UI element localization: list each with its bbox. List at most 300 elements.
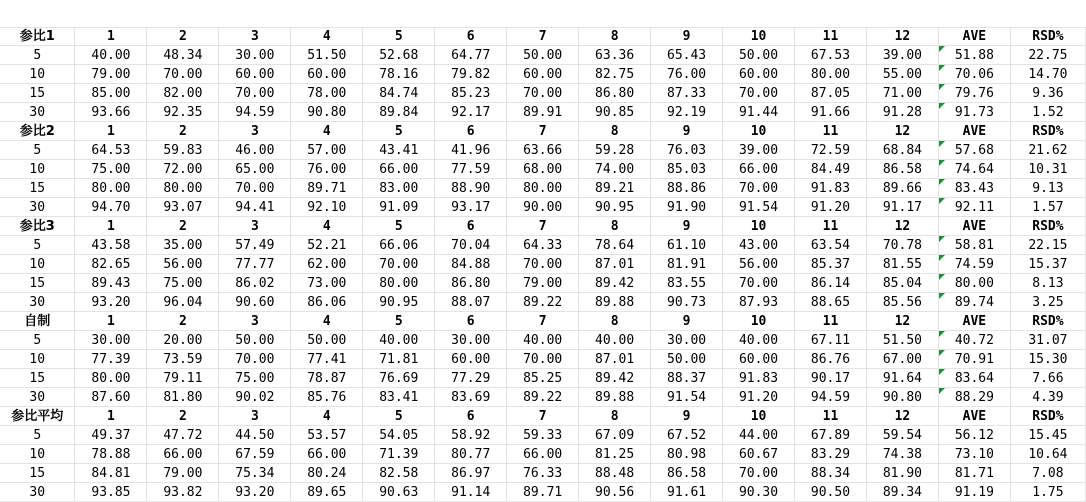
value-cell[interactable]: 89.66 — [866, 179, 938, 198]
value-cell[interactable]: 91.54 — [651, 388, 723, 407]
ave-cell[interactable]: 81.71 — [938, 464, 1010, 483]
value-cell[interactable]: 82.58 — [363, 464, 435, 483]
value-cell[interactable]: 59.28 — [579, 141, 651, 160]
column-header-cell[interactable]: 11 — [795, 217, 867, 236]
ave-cell[interactable]: 74.64 — [938, 160, 1010, 179]
value-cell[interactable]: 91.20 — [795, 198, 867, 217]
column-header-cell[interactable]: 1 — [75, 27, 147, 46]
value-cell[interactable]: 40.00 — [363, 331, 435, 350]
column-header-cell[interactable]: 4 — [291, 312, 363, 331]
ave-cell[interactable]: 79.76 — [938, 84, 1010, 103]
column-header-cell[interactable]: 3 — [219, 217, 291, 236]
value-cell[interactable]: 88.37 — [651, 369, 723, 388]
column-header-cell[interactable]: 2 — [147, 407, 219, 426]
value-cell[interactable]: 57.49 — [219, 236, 291, 255]
value-cell[interactable]: 39.00 — [723, 141, 795, 160]
value-cell[interactable]: 90.95 — [579, 198, 651, 217]
ave-cell[interactable]: 58.81 — [938, 236, 1010, 255]
value-cell[interactable]: 91.90 — [651, 198, 723, 217]
column-header-cell[interactable]: 6 — [435, 122, 507, 141]
value-cell[interactable]: 85.56 — [866, 293, 938, 312]
value-cell[interactable]: 83.00 — [363, 179, 435, 198]
rsd-cell[interactable]: 1.57 — [1010, 198, 1085, 217]
column-header-cell[interactable]: AVE — [938, 407, 1010, 426]
value-cell[interactable]: 81.91 — [651, 255, 723, 274]
value-cell[interactable]: 91.61 — [651, 483, 723, 502]
value-cell[interactable]: 78.87 — [291, 369, 363, 388]
value-cell[interactable]: 77.29 — [435, 369, 507, 388]
time-point-cell[interactable]: 30 — [0, 198, 75, 217]
value-cell[interactable]: 89.71 — [291, 179, 363, 198]
value-cell[interactable]: 87.01 — [579, 255, 651, 274]
value-cell[interactable]: 65.43 — [651, 46, 723, 65]
column-header-cell[interactable]: 12 — [866, 407, 938, 426]
value-cell[interactable]: 89.42 — [579, 369, 651, 388]
column-header-cell[interactable]: 3 — [219, 407, 291, 426]
value-cell[interactable]: 50.00 — [219, 331, 291, 350]
value-cell[interactable]: 60.00 — [435, 350, 507, 369]
value-cell[interactable]: 89.43 — [75, 274, 147, 293]
value-cell[interactable]: 67.53 — [795, 46, 867, 65]
value-cell[interactable]: 78.00 — [291, 84, 363, 103]
column-header-cell[interactable]: 11 — [795, 312, 867, 331]
rsd-cell[interactable]: 7.08 — [1010, 464, 1085, 483]
value-cell[interactable]: 89.42 — [579, 274, 651, 293]
column-header-cell[interactable]: 4 — [291, 407, 363, 426]
ave-cell[interactable]: 89.74 — [938, 293, 1010, 312]
value-cell[interactable]: 86.06 — [291, 293, 363, 312]
value-cell[interactable]: 30.00 — [219, 46, 291, 65]
column-header-cell[interactable]: 5 — [363, 217, 435, 236]
column-header-cell[interactable]: 1 — [75, 407, 147, 426]
time-point-cell[interactable]: 5 — [0, 331, 75, 350]
value-cell[interactable]: 55.00 — [866, 65, 938, 84]
value-cell[interactable]: 88.86 — [651, 179, 723, 198]
value-cell[interactable]: 90.02 — [219, 388, 291, 407]
column-header-cell[interactable]: 10 — [723, 407, 795, 426]
value-cell[interactable]: 81.80 — [147, 388, 219, 407]
value-cell[interactable]: 58.92 — [435, 426, 507, 445]
time-point-cell[interactable]: 15 — [0, 179, 75, 198]
column-header-cell[interactable]: AVE — [938, 122, 1010, 141]
value-cell[interactable]: 86.58 — [866, 160, 938, 179]
value-cell[interactable]: 89.34 — [866, 483, 938, 502]
value-cell[interactable]: 79.00 — [75, 65, 147, 84]
value-cell[interactable]: 90.17 — [795, 369, 867, 388]
column-header-cell[interactable]: 10 — [723, 312, 795, 331]
column-header-cell[interactable]: 6 — [435, 312, 507, 331]
value-cell[interactable]: 70.00 — [723, 84, 795, 103]
value-cell[interactable]: 87.05 — [795, 84, 867, 103]
value-cell[interactable]: 85.03 — [651, 160, 723, 179]
value-cell[interactable]: 90.95 — [363, 293, 435, 312]
rsd-cell[interactable]: 14.70 — [1010, 65, 1085, 84]
column-header-cell[interactable]: 9 — [651, 217, 723, 236]
column-header-cell[interactable]: 9 — [651, 27, 723, 46]
value-cell[interactable]: 91.66 — [795, 103, 867, 122]
column-header-cell[interactable]: AVE — [938, 217, 1010, 236]
value-cell[interactable]: 87.93 — [723, 293, 795, 312]
value-cell[interactable]: 82.65 — [75, 255, 147, 274]
column-header-cell[interactable]: 11 — [795, 407, 867, 426]
column-header-cell[interactable]: 8 — [579, 407, 651, 426]
value-cell[interactable]: 70.00 — [723, 179, 795, 198]
value-cell[interactable]: 67.00 — [866, 350, 938, 369]
ave-cell[interactable]: 57.68 — [938, 141, 1010, 160]
value-cell[interactable]: 70.04 — [435, 236, 507, 255]
value-cell[interactable]: 76.03 — [651, 141, 723, 160]
value-cell[interactable]: 77.41 — [291, 350, 363, 369]
ave-cell[interactable]: 83.43 — [938, 179, 1010, 198]
column-header-cell[interactable]: AVE — [938, 27, 1010, 46]
column-header-cell[interactable]: RSD% — [1010, 122, 1085, 141]
value-cell[interactable]: 77.59 — [435, 160, 507, 179]
time-point-cell[interactable]: 15 — [0, 84, 75, 103]
value-cell[interactable]: 96.04 — [147, 293, 219, 312]
value-cell[interactable]: 52.68 — [363, 46, 435, 65]
value-cell[interactable]: 83.55 — [651, 274, 723, 293]
group-label-cell[interactable]: 参比平均 — [0, 407, 75, 426]
value-cell[interactable]: 75.34 — [219, 464, 291, 483]
value-cell[interactable]: 64.77 — [435, 46, 507, 65]
rsd-cell[interactable]: 9.13 — [1010, 179, 1085, 198]
ave-cell[interactable]: 88.29 — [938, 388, 1010, 407]
ave-cell[interactable]: 74.59 — [938, 255, 1010, 274]
value-cell[interactable]: 59.33 — [507, 426, 579, 445]
rsd-cell[interactable]: 4.39 — [1010, 388, 1085, 407]
value-cell[interactable]: 93.85 — [75, 483, 147, 502]
time-point-cell[interactable]: 5 — [0, 46, 75, 65]
value-cell[interactable]: 44.50 — [219, 426, 291, 445]
value-cell[interactable]: 77.77 — [219, 255, 291, 274]
ave-cell[interactable]: 83.64 — [938, 369, 1010, 388]
column-header-cell[interactable]: 3 — [219, 312, 291, 331]
column-header-cell[interactable]: 5 — [363, 27, 435, 46]
time-point-cell[interactable]: 5 — [0, 141, 75, 160]
value-cell[interactable]: 70.00 — [723, 274, 795, 293]
column-header-cell[interactable]: 6 — [435, 217, 507, 236]
column-header-cell[interactable]: 11 — [795, 122, 867, 141]
value-cell[interactable]: 50.00 — [507, 46, 579, 65]
value-cell[interactable]: 67.11 — [795, 331, 867, 350]
value-cell[interactable]: 82.00 — [147, 84, 219, 103]
value-cell[interactable]: 91.64 — [866, 369, 938, 388]
value-cell[interactable]: 76.00 — [291, 160, 363, 179]
column-header-cell[interactable]: 5 — [363, 407, 435, 426]
value-cell[interactable]: 67.09 — [579, 426, 651, 445]
time-point-cell[interactable]: 10 — [0, 445, 75, 464]
value-cell[interactable]: 89.91 — [507, 103, 579, 122]
value-cell[interactable]: 91.83 — [723, 369, 795, 388]
value-cell[interactable]: 57.00 — [291, 141, 363, 160]
value-cell[interactable]: 93.20 — [219, 483, 291, 502]
ave-cell[interactable]: 40.72 — [938, 331, 1010, 350]
value-cell[interactable]: 48.34 — [147, 46, 219, 65]
value-cell[interactable]: 89.65 — [291, 483, 363, 502]
value-cell[interactable]: 74.38 — [866, 445, 938, 464]
value-cell[interactable]: 90.73 — [651, 293, 723, 312]
time-point-cell[interactable]: 15 — [0, 369, 75, 388]
column-header-cell[interactable]: 7 — [507, 407, 579, 426]
value-cell[interactable]: 88.48 — [579, 464, 651, 483]
value-cell[interactable]: 84.81 — [75, 464, 147, 483]
value-cell[interactable]: 91.54 — [723, 198, 795, 217]
value-cell[interactable]: 80.24 — [291, 464, 363, 483]
value-cell[interactable]: 91.44 — [723, 103, 795, 122]
value-cell[interactable]: 66.00 — [507, 445, 579, 464]
value-cell[interactable]: 35.00 — [147, 236, 219, 255]
time-point-cell[interactable]: 30 — [0, 388, 75, 407]
time-point-cell[interactable]: 30 — [0, 293, 75, 312]
value-cell[interactable]: 85.25 — [507, 369, 579, 388]
value-cell[interactable]: 70.00 — [219, 179, 291, 198]
value-cell[interactable]: 71.81 — [363, 350, 435, 369]
column-header-cell[interactable]: 2 — [147, 27, 219, 46]
value-cell[interactable]: 39.00 — [866, 46, 938, 65]
value-cell[interactable]: 85.37 — [795, 255, 867, 274]
column-header-cell[interactable]: 7 — [507, 312, 579, 331]
group-label-cell[interactable]: 自制 — [0, 312, 75, 331]
column-header-cell[interactable]: 2 — [147, 122, 219, 141]
value-cell[interactable]: 72.00 — [147, 160, 219, 179]
column-header-cell[interactable]: 1 — [75, 312, 147, 331]
ave-cell[interactable]: 51.88 — [938, 46, 1010, 65]
column-header-cell[interactable]: 10 — [723, 217, 795, 236]
value-cell[interactable]: 75.00 — [75, 160, 147, 179]
value-cell[interactable]: 71.00 — [866, 84, 938, 103]
value-cell[interactable]: 60.00 — [219, 65, 291, 84]
value-cell[interactable]: 67.59 — [219, 445, 291, 464]
time-point-cell[interactable]: 10 — [0, 160, 75, 179]
column-header-cell[interactable]: 4 — [291, 27, 363, 46]
rsd-cell[interactable]: 31.07 — [1010, 331, 1085, 350]
time-point-cell[interactable]: 10 — [0, 350, 75, 369]
column-header-cell[interactable]: RSD% — [1010, 217, 1085, 236]
value-cell[interactable]: 67.89 — [795, 426, 867, 445]
value-cell[interactable]: 54.05 — [363, 426, 435, 445]
value-cell[interactable]: 85.00 — [75, 84, 147, 103]
value-cell[interactable]: 77.39 — [75, 350, 147, 369]
time-point-cell[interactable]: 30 — [0, 103, 75, 122]
value-cell[interactable]: 89.88 — [579, 293, 651, 312]
column-header-cell[interactable]: 8 — [579, 312, 651, 331]
value-cell[interactable]: 92.35 — [147, 103, 219, 122]
value-cell[interactable]: 93.66 — [75, 103, 147, 122]
value-cell[interactable]: 70.00 — [507, 350, 579, 369]
time-point-cell[interactable]: 5 — [0, 426, 75, 445]
value-cell[interactable]: 91.14 — [435, 483, 507, 502]
column-header-cell[interactable]: 10 — [723, 122, 795, 141]
ave-cell[interactable]: 92.11 — [938, 198, 1010, 217]
value-cell[interactable]: 60.00 — [291, 65, 363, 84]
value-cell[interactable]: 70.00 — [507, 255, 579, 274]
rsd-cell[interactable]: 15.45 — [1010, 426, 1085, 445]
value-cell[interactable]: 89.22 — [507, 293, 579, 312]
value-cell[interactable]: 86.14 — [795, 274, 867, 293]
value-cell[interactable]: 90.50 — [795, 483, 867, 502]
value-cell[interactable]: 89.21 — [579, 179, 651, 198]
value-cell[interactable]: 30.00 — [75, 331, 147, 350]
value-cell[interactable]: 60.00 — [723, 65, 795, 84]
value-cell[interactable]: 83.29 — [795, 445, 867, 464]
rsd-cell[interactable]: 15.30 — [1010, 350, 1085, 369]
value-cell[interactable]: 80.00 — [75, 179, 147, 198]
value-cell[interactable]: 85.23 — [435, 84, 507, 103]
value-cell[interactable]: 82.75 — [579, 65, 651, 84]
value-cell[interactable]: 89.84 — [363, 103, 435, 122]
value-cell[interactable]: 81.25 — [579, 445, 651, 464]
value-cell[interactable]: 87.01 — [579, 350, 651, 369]
value-cell[interactable]: 90.85 — [579, 103, 651, 122]
value-cell[interactable]: 86.80 — [435, 274, 507, 293]
rsd-cell[interactable]: 22.15 — [1010, 236, 1085, 255]
value-cell[interactable]: 75.00 — [219, 369, 291, 388]
value-cell[interactable]: 66.06 — [363, 236, 435, 255]
value-cell[interactable]: 66.00 — [363, 160, 435, 179]
value-cell[interactable]: 79.82 — [435, 65, 507, 84]
value-cell[interactable]: 94.70 — [75, 198, 147, 217]
column-header-cell[interactable]: RSD% — [1010, 312, 1085, 331]
value-cell[interactable]: 87.33 — [651, 84, 723, 103]
group-label-cell[interactable]: 参比2 — [0, 122, 75, 141]
value-cell[interactable]: 43.41 — [363, 141, 435, 160]
value-cell[interactable]: 63.54 — [795, 236, 867, 255]
value-cell[interactable]: 70.00 — [363, 255, 435, 274]
value-cell[interactable]: 51.50 — [291, 46, 363, 65]
value-cell[interactable]: 76.69 — [363, 369, 435, 388]
column-header-cell[interactable]: RSD% — [1010, 27, 1085, 46]
value-cell[interactable]: 47.72 — [147, 426, 219, 445]
value-cell[interactable]: 41.96 — [435, 141, 507, 160]
value-cell[interactable]: 50.00 — [723, 46, 795, 65]
value-cell[interactable]: 88.90 — [435, 179, 507, 198]
value-cell[interactable]: 84.49 — [795, 160, 867, 179]
ave-cell[interactable]: 56.12 — [938, 426, 1010, 445]
time-point-cell[interactable]: 10 — [0, 65, 75, 84]
time-point-cell[interactable]: 5 — [0, 236, 75, 255]
ave-cell[interactable]: 70.06 — [938, 65, 1010, 84]
rsd-cell[interactable]: 10.64 — [1010, 445, 1085, 464]
value-cell[interactable]: 79.11 — [147, 369, 219, 388]
column-header-cell[interactable]: 10 — [723, 27, 795, 46]
column-header-cell[interactable]: 8 — [579, 217, 651, 236]
column-header-cell[interactable]: 12 — [866, 122, 938, 141]
column-header-cell[interactable]: AVE — [938, 312, 1010, 331]
value-cell[interactable]: 70.00 — [723, 464, 795, 483]
ave-cell[interactable]: 91.19 — [938, 483, 1010, 502]
value-cell[interactable]: 85.04 — [866, 274, 938, 293]
column-header-cell[interactable]: 9 — [651, 122, 723, 141]
rsd-cell[interactable]: 21.62 — [1010, 141, 1085, 160]
column-header-cell[interactable]: 1 — [75, 217, 147, 236]
rsd-cell[interactable]: 1.75 — [1010, 483, 1085, 502]
column-header-cell[interactable]: 1 — [75, 122, 147, 141]
value-cell[interactable]: 78.16 — [363, 65, 435, 84]
value-cell[interactable]: 53.57 — [291, 426, 363, 445]
value-cell[interactable]: 46.00 — [219, 141, 291, 160]
value-cell[interactable]: 56.00 — [147, 255, 219, 274]
column-header-cell[interactable]: 3 — [219, 122, 291, 141]
value-cell[interactable]: 20.00 — [147, 331, 219, 350]
value-cell[interactable]: 91.28 — [866, 103, 938, 122]
value-cell[interactable]: 80.98 — [651, 445, 723, 464]
value-cell[interactable]: 67.52 — [651, 426, 723, 445]
value-cell[interactable]: 86.76 — [795, 350, 867, 369]
value-cell[interactable]: 91.17 — [866, 198, 938, 217]
rsd-cell[interactable]: 7.66 — [1010, 369, 1085, 388]
value-cell[interactable]: 80.00 — [507, 179, 579, 198]
value-cell[interactable]: 76.00 — [651, 65, 723, 84]
rsd-cell[interactable]: 8.13 — [1010, 274, 1085, 293]
value-cell[interactable]: 70.00 — [147, 65, 219, 84]
value-cell[interactable]: 70.00 — [507, 84, 579, 103]
column-header-cell[interactable]: 4 — [291, 217, 363, 236]
value-cell[interactable]: 84.88 — [435, 255, 507, 274]
value-cell[interactable]: 90.56 — [579, 483, 651, 502]
value-cell[interactable]: 63.36 — [579, 46, 651, 65]
ave-cell[interactable]: 80.00 — [938, 274, 1010, 293]
value-cell[interactable]: 50.00 — [291, 331, 363, 350]
value-cell[interactable]: 40.00 — [579, 331, 651, 350]
value-cell[interactable]: 63.66 — [507, 141, 579, 160]
value-cell[interactable]: 78.64 — [579, 236, 651, 255]
value-cell[interactable]: 94.59 — [795, 388, 867, 407]
value-cell[interactable]: 52.21 — [291, 236, 363, 255]
value-cell[interactable]: 90.63 — [363, 483, 435, 502]
column-header-cell[interactable]: 9 — [651, 407, 723, 426]
rsd-cell[interactable]: 9.36 — [1010, 84, 1085, 103]
value-cell[interactable]: 94.59 — [219, 103, 291, 122]
value-cell[interactable]: 92.17 — [435, 103, 507, 122]
value-cell[interactable]: 89.88 — [579, 388, 651, 407]
value-cell[interactable]: 88.34 — [795, 464, 867, 483]
value-cell[interactable]: 83.69 — [435, 388, 507, 407]
value-cell[interactable]: 92.10 — [291, 198, 363, 217]
column-header-cell[interactable]: RSD% — [1010, 407, 1085, 426]
value-cell[interactable]: 59.54 — [866, 426, 938, 445]
value-cell[interactable]: 91.20 — [723, 388, 795, 407]
time-point-cell[interactable]: 15 — [0, 464, 75, 483]
value-cell[interactable]: 59.83 — [147, 141, 219, 160]
value-cell[interactable]: 86.02 — [219, 274, 291, 293]
value-cell[interactable]: 85.76 — [291, 388, 363, 407]
value-cell[interactable]: 43.00 — [723, 236, 795, 255]
value-cell[interactable]: 71.39 — [363, 445, 435, 464]
value-cell[interactable]: 50.00 — [651, 350, 723, 369]
column-header-cell[interactable]: 7 — [507, 217, 579, 236]
value-cell[interactable]: 40.00 — [75, 46, 147, 65]
column-header-cell[interactable]: 4 — [291, 122, 363, 141]
column-header-cell[interactable]: 12 — [866, 312, 938, 331]
value-cell[interactable]: 80.00 — [795, 65, 867, 84]
value-cell[interactable]: 49.37 — [75, 426, 147, 445]
value-cell[interactable]: 44.00 — [723, 426, 795, 445]
value-cell[interactable]: 93.17 — [435, 198, 507, 217]
value-cell[interactable]: 80.00 — [363, 274, 435, 293]
column-header-cell[interactable]: 12 — [866, 27, 938, 46]
value-cell[interactable]: 86.97 — [435, 464, 507, 483]
value-cell[interactable]: 61.10 — [651, 236, 723, 255]
value-cell[interactable]: 91.09 — [363, 198, 435, 217]
value-cell[interactable]: 81.90 — [866, 464, 938, 483]
value-cell[interactable]: 30.00 — [435, 331, 507, 350]
ave-cell[interactable]: 91.73 — [938, 103, 1010, 122]
value-cell[interactable]: 73.00 — [291, 274, 363, 293]
column-header-cell[interactable]: 12 — [866, 217, 938, 236]
column-header-cell[interactable]: 2 — [147, 217, 219, 236]
value-cell[interactable]: 92.19 — [651, 103, 723, 122]
value-cell[interactable]: 62.00 — [291, 255, 363, 274]
